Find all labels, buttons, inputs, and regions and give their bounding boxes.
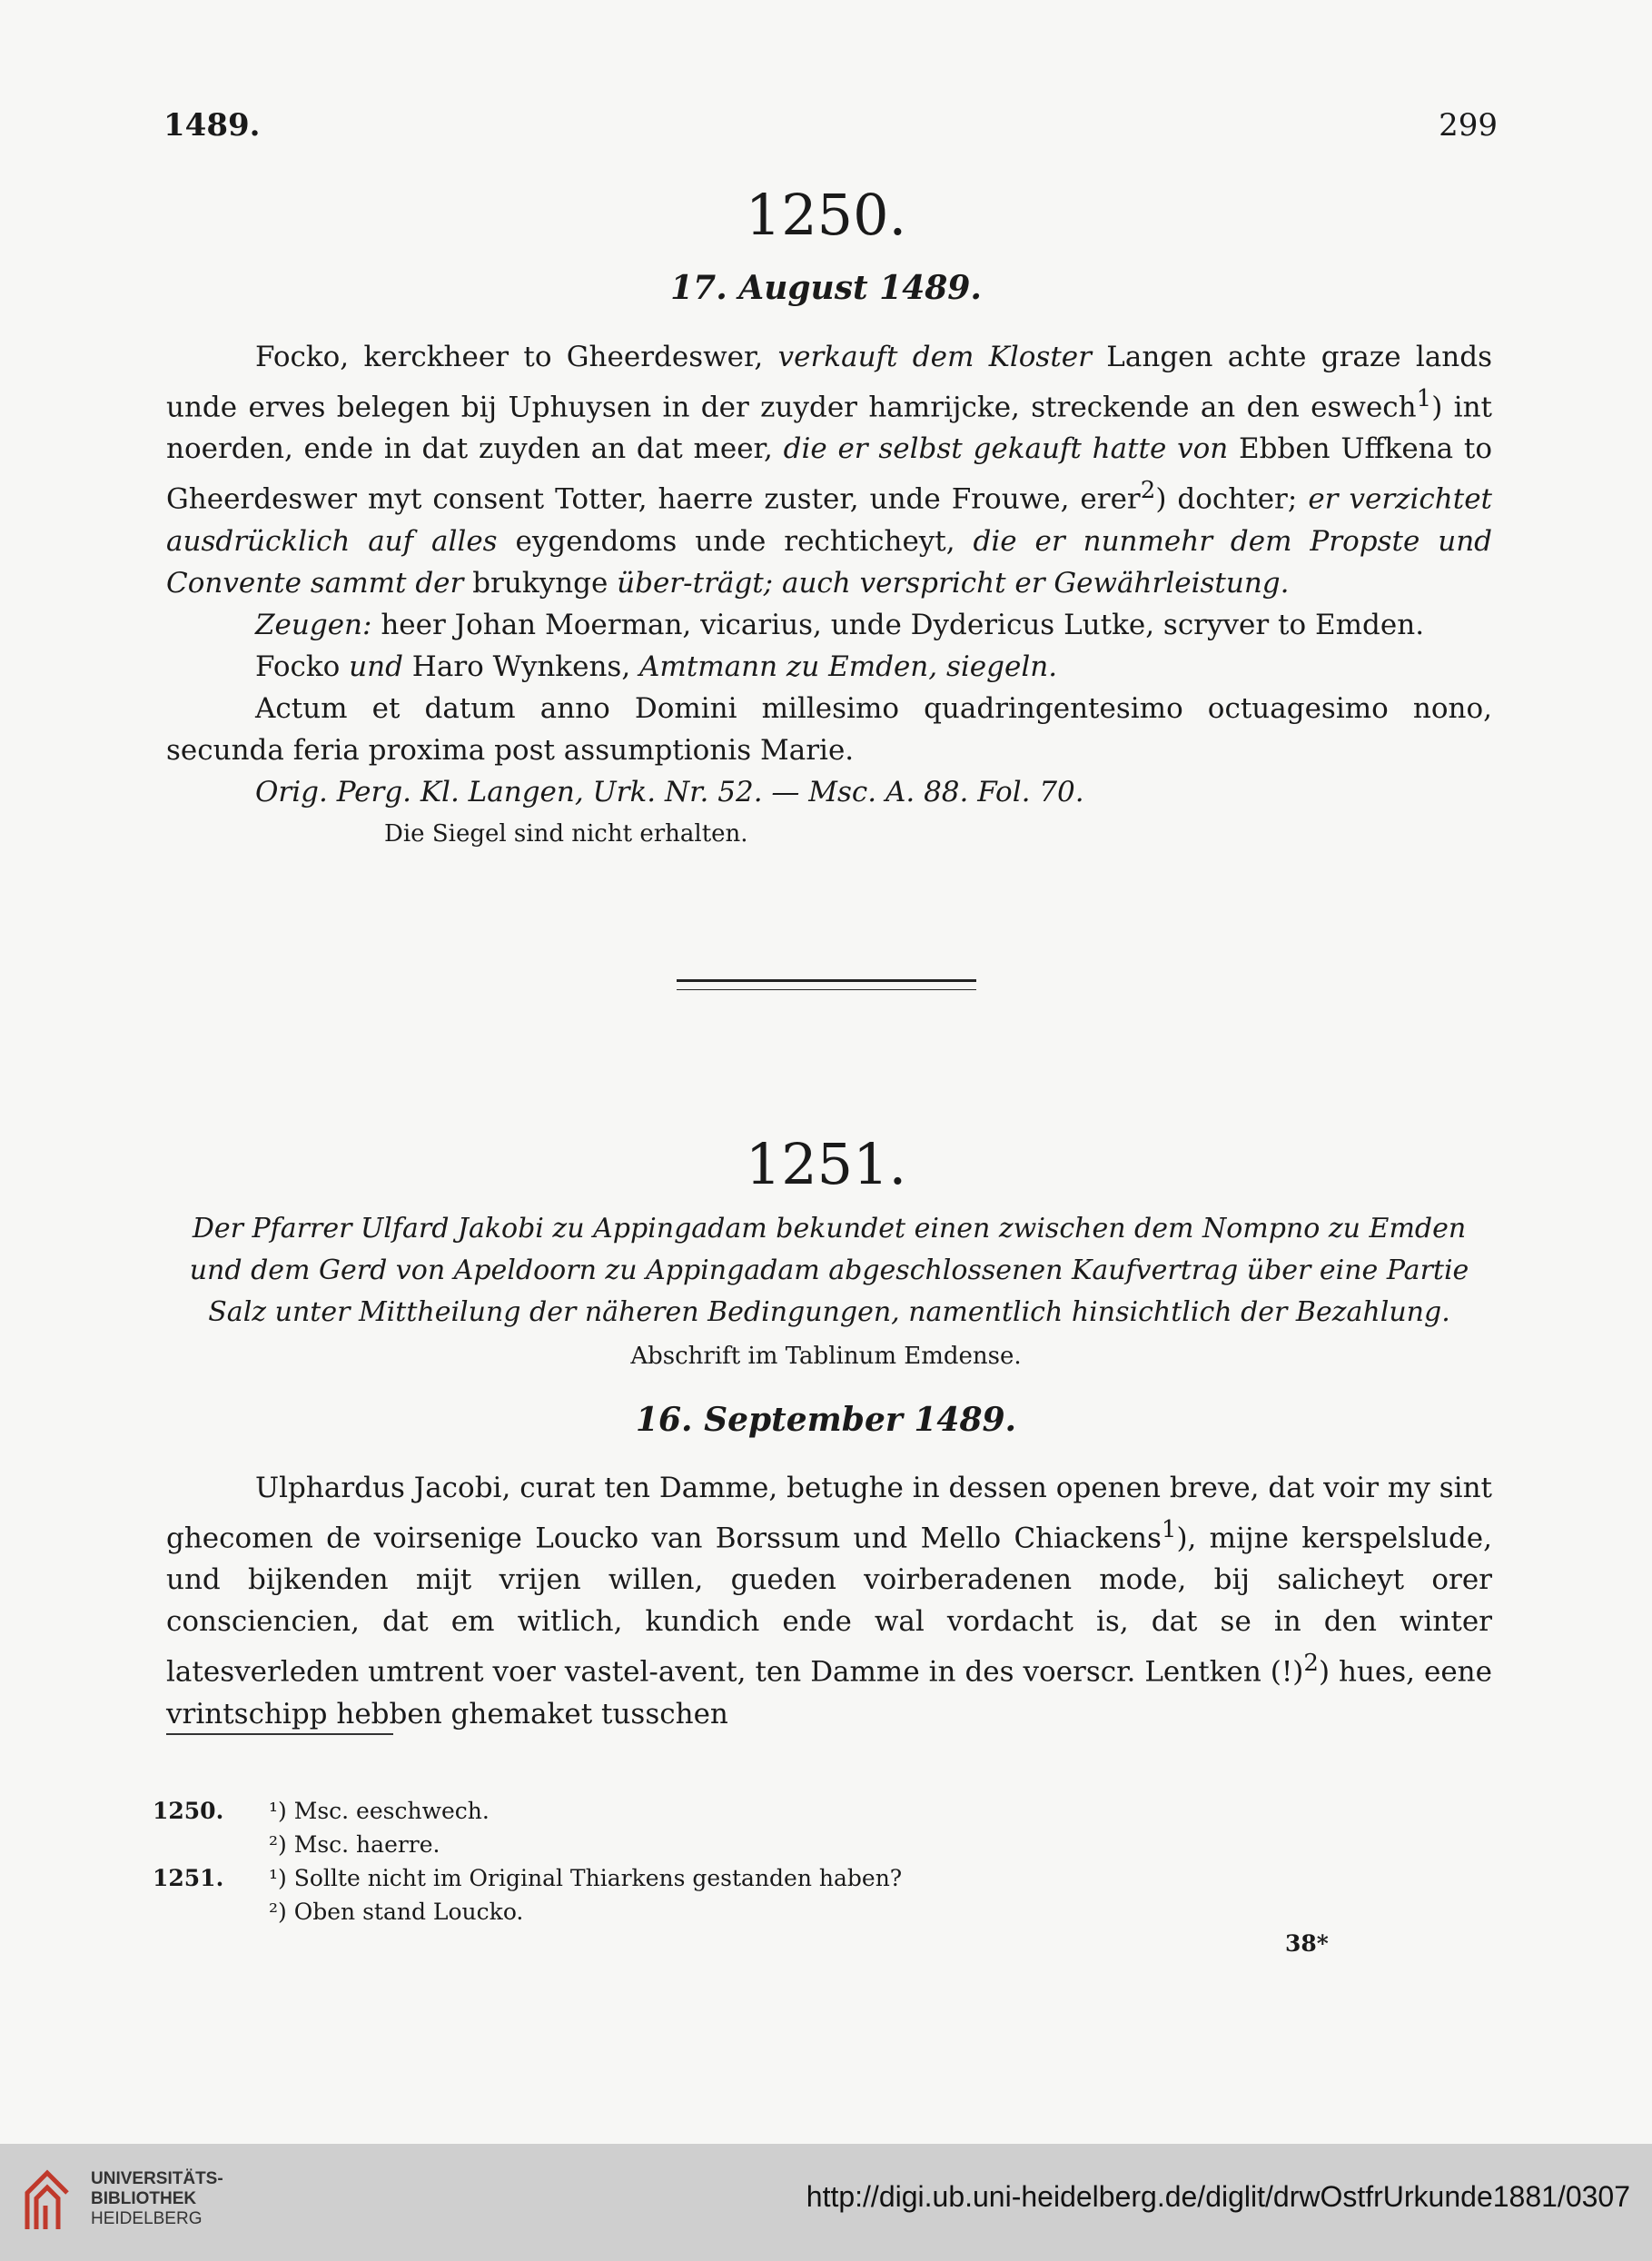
source-url-link[interactable]: http://digi.ub.uni-heidelberg.de/diglit/drwOstfrUrkunde1881/0307 <box>806 2180 1630 2213</box>
footnote: ²) Oben stand Loucko. <box>269 1899 524 1925</box>
doc-1250-dating-clause: Actum et datum anno Domini millesimo quadringentesimo octuagesimo nono, secunda feria proxima post assumptionis Marie. <box>166 691 1492 767</box>
footnote-ref: 1 <box>1416 385 1432 412</box>
doc-1250-witnesses: Zeugen: heer Johan Moerman, vicarius, unde Dydericus Lutke, scryver to Emden. <box>255 608 1425 641</box>
doc-1250-body <box>166 336 1492 855</box>
footnote-ref: 1 <box>1161 1516 1177 1543</box>
doc-1251-date: 16. September 1489. <box>635 1401 1017 1439</box>
page-number: 299 <box>1439 107 1498 144</box>
footnote: ²) Msc. haerre. <box>269 1831 440 1858</box>
doc-1250-number: 1250. <box>745 182 907 248</box>
doc-1251-source: Abschrift im Tablinum Emdense. <box>630 1343 1022 1370</box>
header-year: 1489. <box>163 107 261 144</box>
doc-1251-paragraph-main: Ulphardus Jacobi, curat ten Damme, betughe in dessen openen breve, dat voir my sint ghecomen de voirsenige Loucko van Borssum und Mello Chiackens$^1$), mijne kerspelslude, und bijkenden mijt vrijen willen, gueden voirberadenen mode, bij salicheyt orer consciencien, dat em witlich, kundich ende wal vordacht is, dat se in den winter latesverleden umtrent voer vastel-avent, ten Damme in des voerscr. Lentken (!)$^2$) hues, eene vrintschipp hebben ghemaket tusschen <box>166 1472 1492 1730</box>
footnote-ref: 2 <box>1303 1650 1319 1678</box>
running-header <box>163 107 1498 153</box>
library-logo-icon <box>20 2166 74 2235</box>
doc-1250-seal-note: Die Siegel sind nicht erhalten. <box>384 819 748 848</box>
footnote: 1251. ¹) Sollte nicht im Original Thiarkens gestanden haben? <box>153 1865 903 1891</box>
doc-1250-sealers: Focko und Haro Wynkens, Amtmann zu Emden, siegeln. <box>255 650 1058 683</box>
doc-1250-paragraph-main: Focko, kerckheer to Gheerdeswer, verkauft dem Kloster Langen achte graze lands unde erves belegen bij Uphuysen in der zuyder hamrijcke, streckende an den eswech$^1$) int noerden, ende in dat zuyden an dat meer, die er selbst gekauft hatte von Ebben Uffkena to Gheerdeswer myt consent Totter, haerre zuster, unde Frouwe, erer$^2$) dochter; er verzichtet ausdrücklich auf alles eygendoms unde rechticheyt, die er nunmehr dem Propste und Convente sammt der brukynge über-trägt; auch verspricht er Gewährleistung. <box>166 341 1493 600</box>
doc-1250-source: Orig. Perg. Kl. Langen, Urk. Nr. 52. — Msc. A. 88. Fol. 70. <box>255 775 1084 808</box>
footnote-ref: 2 <box>1140 477 1156 505</box>
section-separator <box>677 979 976 990</box>
doc-1251-regest: Der Pfarrer Ulfard Jakobi zu Appingadam bekundet einen zwischen dem Nompno zu Emden und dem Gerd von Apeldoorn zu Appingadam abgeschlossenen Kaufvertrag über eine Partie Salz unter Mittheilung der näheren Bedingungen, namentlich hinsichtlich der Bezahlung. <box>189 1213 1469 1328</box>
doc-1250-date: 17. August 1489. <box>670 269 982 307</box>
library-name: UNIVERSITÄTS- BIBLIOTHEK HEIDELBERG <box>91 2169 223 2228</box>
doc-1251-body <box>166 1467 1492 1735</box>
signature-mark: 38* <box>1285 1930 1329 1957</box>
footnote-rule <box>166 1733 393 1735</box>
library-footer-bar <box>0 2144 1652 2261</box>
footnotes <box>153 1794 1242 1929</box>
doc-1251-number: 1251. <box>745 1131 907 1197</box>
footnote: 1250. ¹) Msc. eeschwech. <box>153 1798 490 1824</box>
